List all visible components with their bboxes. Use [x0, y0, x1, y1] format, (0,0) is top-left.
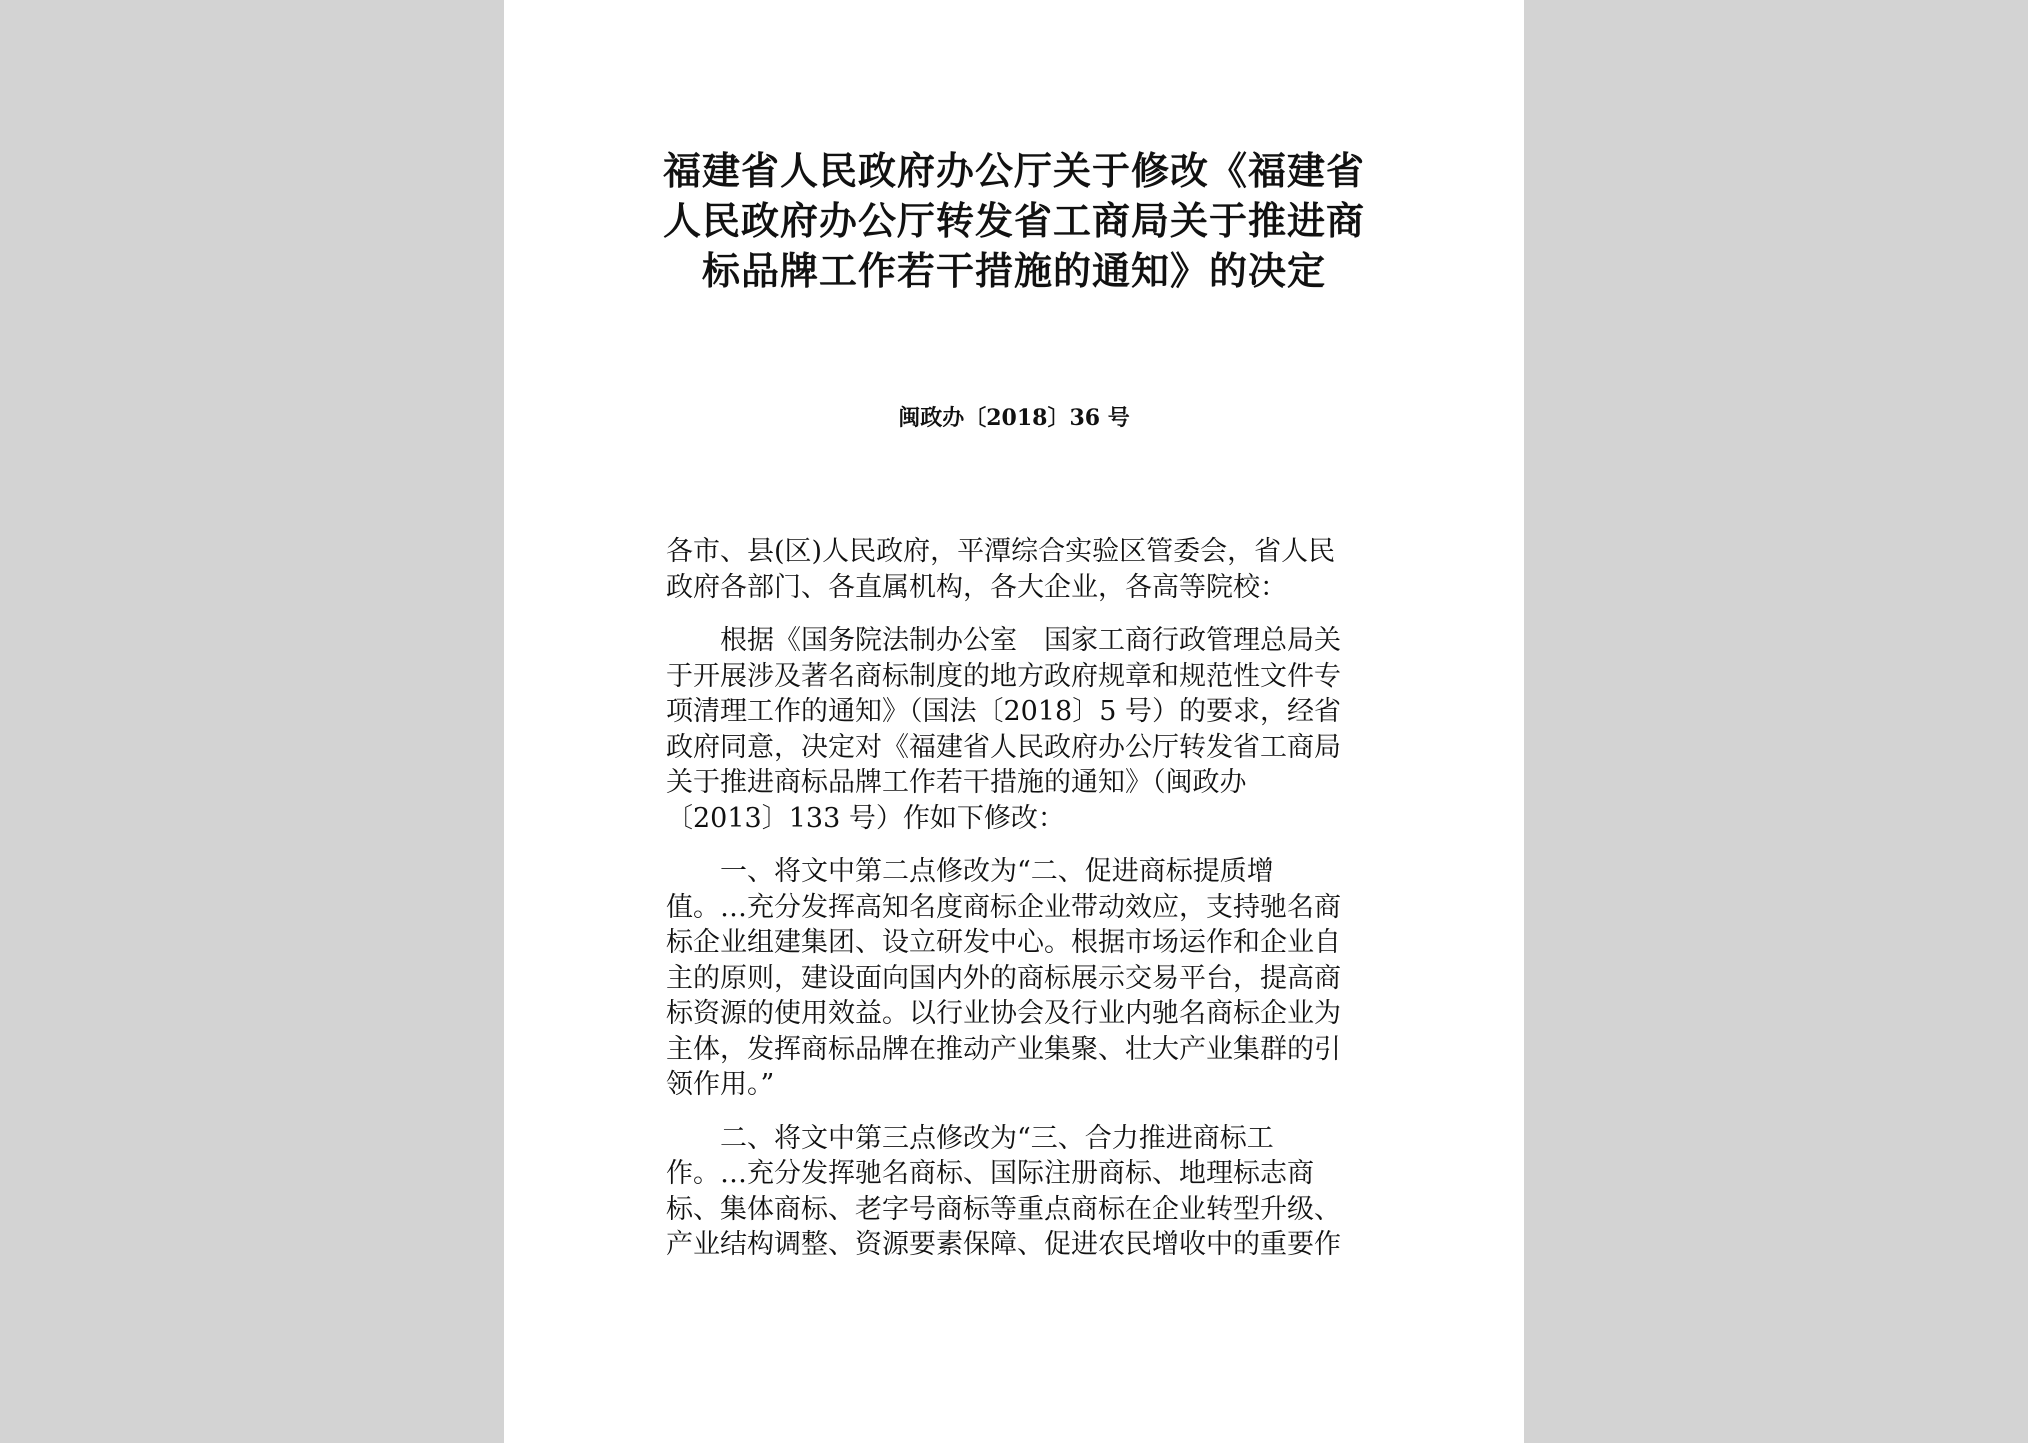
document-number: 闽政办〔2018〕36 号: [898, 405, 1130, 431]
paragraph-line: 值。…充分发挥高知名度商标企业带动效应，支持驰名商: [666, 891, 1341, 923]
document-page: [504, 0, 1524, 1443]
paragraph-line: 根据《国务院法制办公室 国家工商行政管理总局关: [720, 625, 1341, 656]
paragraph-line: 〔2013〕133 号）作如下修改：: [666, 802, 1065, 834]
addressee-line: 政府各部门、各直属机构，各大企业，各高等院校：: [666, 571, 1287, 603]
paragraph-line: 项清理工作的通知》（国法〔2018〕5 号）的要求，经省: [666, 696, 1341, 727]
title-line: 标品牌工作若干措施的通知》的决定: [701, 248, 1326, 293]
paragraph-line: 标企业组建集团、设立研发中心。根据市场运作和企业自: [666, 927, 1341, 958]
paragraph-line: 二、将文中第三点修改为“三、合力推进商标工: [720, 1122, 1274, 1154]
paragraph-line: 关于推进商标品牌工作若干措施的通知》（闽政办: [666, 767, 1247, 798]
document-title: [504, 146, 1524, 296]
paragraph-line: 标资源的使用效益。以行业协会及行业内驰名商标企业为: [666, 998, 1341, 1029]
paragraph-line: 主体，发挥商标品牌在推动产业集聚、壮大产业集群的引: [666, 1033, 1341, 1065]
paragraph-line: 产业结构调整、资源要素保障、促进农民增收中的重要作: [666, 1229, 1341, 1260]
document-body: [666, 534, 1366, 1281]
addressee: [666, 534, 1366, 605]
paragraph-line: 一、将文中第二点修改为“二、促进商标提质增: [720, 856, 1274, 887]
title-line: 福建省人民政府办公厅关于修改《福建省: [662, 148, 1365, 193]
paragraph-line: 作。…充分发挥驰名商标、国际注册商标、地理标志商: [666, 1158, 1314, 1189]
addressee-line: 各市、县(区)人民政府，平潭综合实验区管委会，省人民: [666, 536, 1336, 567]
paragraph-line: 标、集体商标、老字号商标等重点商标在企业转型升级、: [666, 1193, 1341, 1225]
paragraph-line: 政府同意，决定对《福建省人民政府办公厅转发省工商局: [666, 731, 1341, 763]
paragraph-line: 于开展涉及著名商标制度的地方政府规章和规范性文件专: [666, 660, 1341, 692]
paragraph-basis: [666, 623, 1366, 836]
paragraph-line: 领作用。”: [666, 1069, 775, 1100]
paragraph-amendment-two: [666, 1121, 1366, 1263]
paragraph-line: 主的原则，建设面向国内外的商标展示交易平台，提高商: [666, 962, 1341, 994]
title-line: 人民政府办公厅转发省工商局关于推进商: [662, 198, 1365, 243]
paragraph-amendment-one: [666, 854, 1366, 1103]
